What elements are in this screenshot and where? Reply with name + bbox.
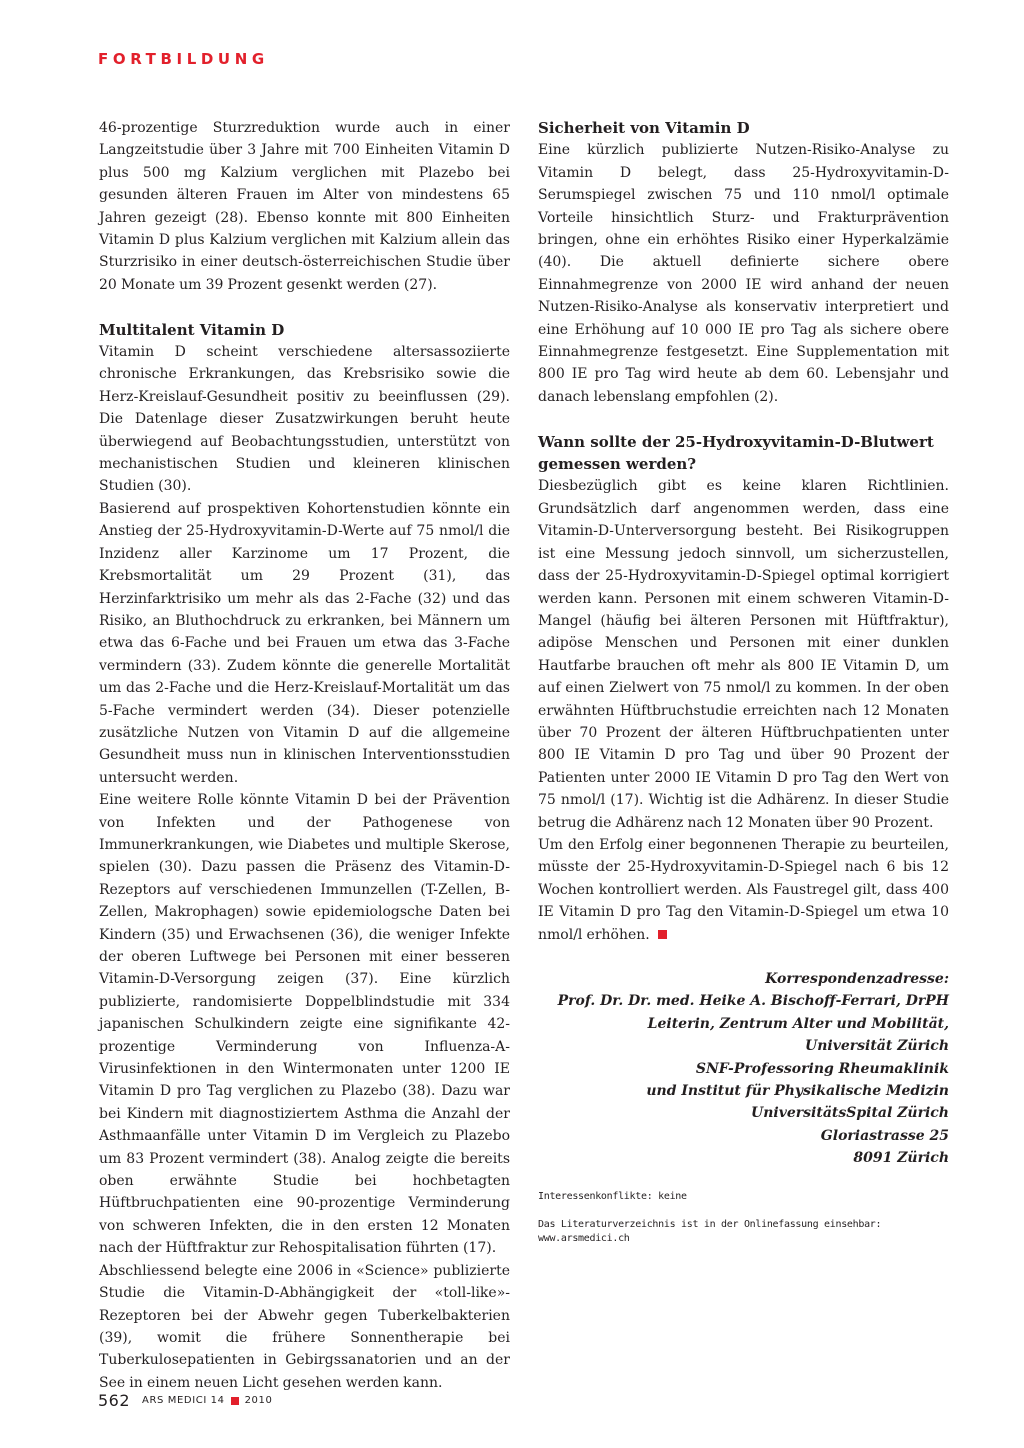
paragraph-end xyxy=(538,834,949,946)
page-number: 562 xyxy=(98,1391,131,1410)
address-line: Universität Zürich xyxy=(805,1038,949,1055)
paragraph: Eine weitere Rolle könnte Vitamin D bei der Prävention von Infekten und der Pathogenese von Immunerkrankungen, wie Diabetes und multiple Skerose, spielen (30). Dazu passen die Präsenz des Vitamin-D-Rezeptors auf verschiedenen Immunzellen (T-Zellen, B-Zellen, Makrophagen) sowie epidemiologsche Daten bei Kindern (35) und Erwachsenen (36), die weniger Infekte der oberen Luftwege bei Personen mit einer besseren Vitamin-D-Versorgung zeigen (37). Eine kürzlich publizierte, randomisierte Doppelblindstudie mit 334 japanischen Schulkindern zeigte eine signifikante 42-prozentige Verminderung von Influenza-A-Virusinfektionen in den Wintermonaten unter 1200 IE Vitamin D pro Tag verglichen zu Plazebo (38). Dazu war bei Kindern mit diagnostiziertem Asthma die Anzahl der Asthmaanfälle unter Vitamin D im Vergleich zu Plazebo um 83 Prozent vermindert (38). Analog zeigte die bereits oben erwähnte Studie bei hochbetagten Hüftbruchpatienten eine 90-prozentige Verminderung von schweren Infekten, die in den ersten 12 Monaten nach der Hüftfraktur zur Rehospitalisation führten (17). xyxy=(99,792,510,1257)
literature-note: Das Literaturverzeichnis ist in der Onlinefassung einsehbar: www.arsmedici.ch xyxy=(538,1218,882,1244)
paragraph-text: Um den Erfolg einer begonnenen Therapie zu beurteilen, müsste der 25-Hydroxyvitamin-D-Spiegel nach 6 bis 12 Wochen kontrolliert werden. Als Faustregel gilt, dass 400 IE Vitamin D pro Tag den Vitamin-D-Spiegel um etwa 10 nmol/l erhöhen. xyxy=(538,836,949,943)
end-mark-icon xyxy=(658,930,667,939)
magazine-issue: ARS MEDICI 14 xyxy=(142,1395,225,1406)
heading-wann: Wann sollte der 25-Hydroxyvitamin-D-Blutwert gemessen werden? xyxy=(538,432,934,474)
paragraph: Vitamin D scheint verschiedene altersassoziierte chronische Erkrankungen, das Krebsrisiko sowie die Herz-Kreislauf-Gesundheit positiv zu beeinflussen (29). Die Datenlage dieser Zusatzwirkungen beruht heute überwiegend auf Beobachtungsstudien, unterstützt von mechanistischen Studien und kleineren klinischen Studien (30). xyxy=(99,344,510,495)
page-footer xyxy=(98,1391,272,1410)
paragraph: Diesbezüglich gibt es keine klaren Richtlinien. Grundsätzlich darf angenommen werden, dass eine Vitamin-D-Unterversorgung besteht. Bei Risikogruppen ist eine Messung jedoch sinnvoll, um sicherzustellen, dass der 25-Hydroxyvitamin-D-Spiegel optimal korrigiert werden kann. Personen mit einem schweren Vitamin-D-Mangel (häufig bei älteren Personen mit Hüftfraktur), adipöse Menschen und Personen mit einer dunklen Hautfarbe brauchen oft mehr als 800 IE Vitamin D, um auf einen Zielwert von 75 nmol/l zu kommen. In der oben erwähnten Hüftbruchstudie erreichten nach 12 Monaten über 70 Prozent der älteren Hüftbruchpatienten unter 800 IE Vitamin D pro Tag und über 90 Prozent der Patienten unter 2000 IE Vitamin D pro Tag den Wert von 75 nmol/l (17). Wichtig ist die Adhärenz. In dieser Studie betrug die Adhärenz nach 12 Monaten über 90 Prozent. xyxy=(538,478,949,831)
section-label: FORTBILDUNG xyxy=(98,50,269,68)
heading-sicherheit: Sicherheit von Vitamin D xyxy=(538,119,750,137)
address-line: UniversitätsSpital Zürich xyxy=(751,1105,949,1122)
address-line: Leiterin, Zentrum Alter und Mobilität, xyxy=(647,1015,949,1032)
correspondence-address xyxy=(538,968,949,1170)
address-line: 8091 Zürich xyxy=(853,1150,949,1167)
issue-year: 2010 xyxy=(244,1395,273,1406)
paragraph: Abschliessend belegte eine 2006 in «Science» publizierte Studie die Vitamin-D-Abhängigkeit der «toll-like»-Rezeptoren bei der Abwehr gegen Tuberkelbakterien (39), womit die frühere Sonnentherapie bei Tuberkulosepatienten in Gebirgssanatorien und an der See in einem neuen Licht gesehen werden kann. xyxy=(99,1262,510,1391)
heading-multitalent: Multitalent Vitamin D xyxy=(99,320,285,339)
address-line: SNF-Professoring Rheumaklinik xyxy=(695,1060,949,1077)
paragraph: 46-prozentige Sturzreduktion wurde auch in einer Langzeitstudie über 3 Jahre mit 700 Einheiten Vitamin D plus 500 mg Kalzium verglichen mit Plazebo bei gesunden älteren Frauen im Alter von mindestens 65 Jahren gezeigt (28). Ebenso konnte mit 800 Einheiten Vitamin D plus Kalzium verglichen mit Kalzium allein das Sturzrisiko in einer deutsch-österreichischen Studie über 20 Monate um 39 Prozent gesenkt werden (27). xyxy=(99,120,510,293)
right-column xyxy=(538,117,949,1246)
conflicts-note: Interessenkonflikte: keine xyxy=(538,1190,687,1202)
address-line: Prof. Dr. Dr. med. Heike A. Bischoff-Ferrari, DrPH xyxy=(557,993,949,1010)
address-line: Korrespondenzadresse: xyxy=(765,971,949,988)
paragraph: Basierend auf prospektiven Kohortenstudien könnte ein Anstieg der 25-Hydroxyvitamin-D-Werte auf 75 nmol/l die Inzidenz aller Karzinome um 17 Prozent, die Krebsmortalität um 29 Prozent (31), das Herzinfarktrisiko um mehr als das 2-Fache (32) und das Risiko, an Bluthochdruck zu erkranken, bei Männern um etwa das 6-Fache und bei Frauen um etwa das 3-Fache vermindern (33). Zudem könnte die generelle Mortalität um das 2-Fache und die Herz-Kreislauf-Mortalität um das 5-Fache vermindert werden (34). Dieser potenzielle zusätzliche Nutzen von Vitamin D auf die allgemeine Gesundheit muss nun in klinischen Interventionsstudien untersucht werden. xyxy=(99,500,510,786)
left-column xyxy=(99,117,510,1394)
address-line: und Institut für Physikalische Medizin xyxy=(646,1083,949,1100)
separator-square-icon xyxy=(231,1397,239,1405)
address-line: Gloriastrasse 25 xyxy=(820,1127,949,1144)
paragraph: Eine kürzlich publizierte Nutzen-Risiko-Analyse zu Vitamin D belegt, dass 25-Hydroxyvitamin-D-Serumspiegel zwischen 75 und 110 nmol/l optimale Vorteile hinsichtlich Sturz- und Frakturprävention bringen, ohne ein erhöhtes Risiko einer Hyperkalzämie (40). Die aktuell definierte sichere obere Einnahmegrenze von 2000 IE wird anhand der neuen Nutzen-Risiko-Analyse als konservativ interpretiert und eine Erhöhung auf 10 000 IE pro Tag als sichere obere Einnahmegrenze festgesetzt. Eine Supplementation mit 800 IE pro Tag wird heute ab dem 60. Lebensjahr und danach lebenslang empfohlen (2). xyxy=(538,142,949,405)
